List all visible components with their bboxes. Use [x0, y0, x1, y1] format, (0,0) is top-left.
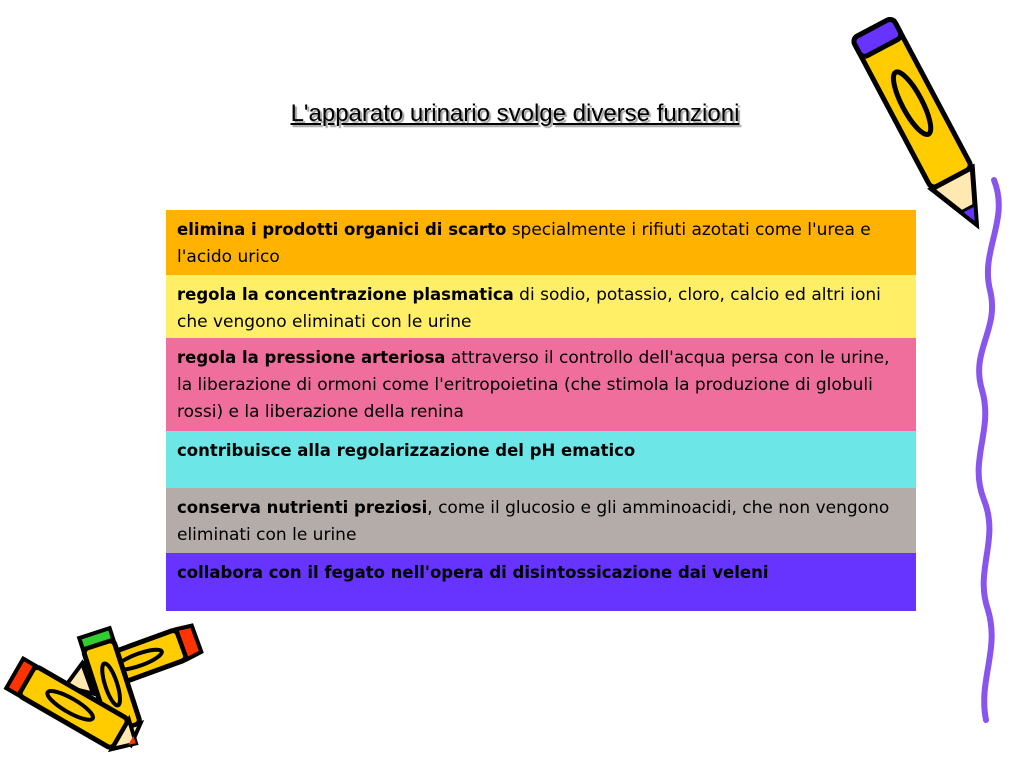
row-description: attraverso il controllo dell'acqua persa con le urine, la liberazione di ormoni come l'eritropoietina (che stimola la produzione di globuli rossi) e la liberazione della renina	[177, 348, 890, 422]
functions-table	[166, 210, 916, 611]
row-heading: collabora con il fegato nell'opera di disintossicazione dai veleni	[177, 563, 769, 582]
pencil-icon	[0, 655, 150, 760]
row-heading: elimina i prodotti organici di scarto	[177, 220, 507, 239]
wavy-line-icon	[960, 180, 1024, 720]
function-row-detox	[166, 553, 916, 611]
function-row-plasma-concentration	[166, 275, 916, 338]
row-heading: contribuisce alla regolarizzazione del pH ematico	[177, 441, 636, 460]
function-row-ph	[166, 431, 916, 488]
function-row-excretion	[166, 210, 916, 275]
row-heading: regola la concentrazione plasmatica	[177, 285, 514, 304]
row-heading: conserva nutrienti preziosi	[177, 498, 428, 517]
slide-title: L'apparato urinario svolge diverse funzioni	[290, 100, 740, 127]
row-description: , come il glucosio e gli amminoacidi, che non vengono eliminati con le urine	[177, 498, 890, 545]
row-description: di sodio, potassio, cloro, calcio ed altri ioni che vengono eliminati con le urine	[177, 285, 881, 332]
row-description: specialmente i rifiuti azotati come l'urea e l'acido urico	[177, 220, 871, 267]
function-row-blood-pressure	[166, 338, 916, 431]
function-row-nutrients	[166, 488, 916, 553]
row-heading: regola la pressione arteriosa	[177, 348, 446, 367]
